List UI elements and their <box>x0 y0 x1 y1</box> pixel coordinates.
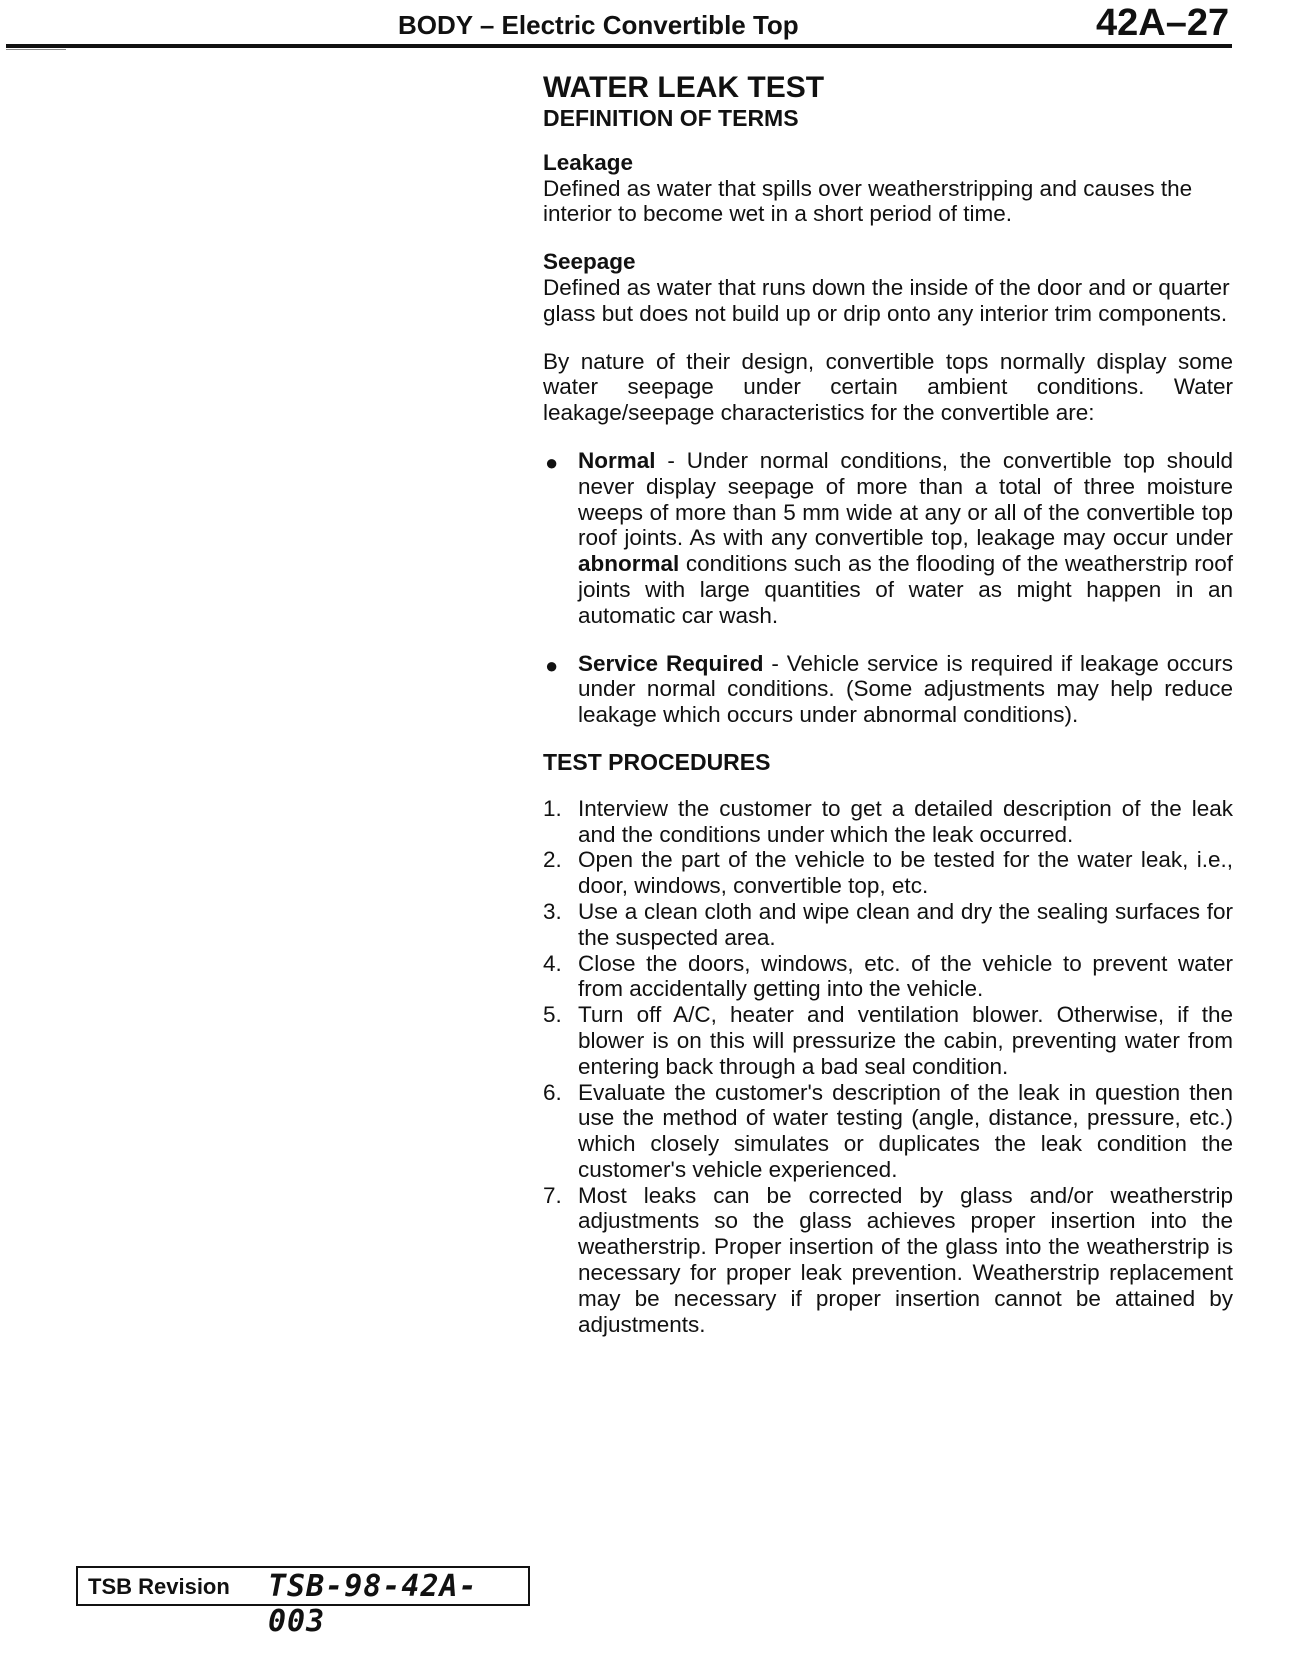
term-name: Seepage <box>543 249 636 275</box>
step-number: 2. <box>543 847 562 873</box>
section-title: WATER LEAK TEST <box>543 71 825 104</box>
procedure-step <box>543 1183 1233 1338</box>
procedure-step <box>543 899 1233 951</box>
tsb-number: TSB-98-42A-003 <box>268 1569 478 1639</box>
step-number: 1. <box>543 795 562 821</box>
list-item-service-required <box>543 651 1233 728</box>
step-text: Turn off A/C, heater and ventilation blower. Otherwise, if the blower is on this will pressurize the cabin, preventing water from entering back through a bad seal condition. <box>578 1002 1233 1079</box>
term-definition: Defined as water that spills over weatherstripping and causes the interior to become wet in a short period of time. <box>543 175 1193 227</box>
procedures-heading: TEST PROCEDURES <box>543 748 771 775</box>
page-number: 42A–27 <box>1096 2 1230 44</box>
procedure-step <box>543 847 1233 899</box>
bullet-text-end: conditions such as the flooding of the weatherstrip roof joints with large quantities of water as might happen in an automatic car wash. <box>578 551 1233 628</box>
term-definition: Defined as water that runs down the inside of the door and or quarter glass but does not build up or drip onto any interior trim components. <box>543 274 1230 326</box>
main-content <box>543 72 1233 1337</box>
step-text: Open the part of the vehicle to be tested for the water leak, i.e., door, windows, convertible top, etc. <box>578 847 1233 899</box>
tsb-label: TSB Revision <box>88 1574 230 1599</box>
procedure-step <box>543 1002 1233 1079</box>
header-rule-thin <box>6 49 66 50</box>
step-text: Interview the customer to get a detailed description of the leak and the conditions under which the leak occurred. <box>578 795 1233 847</box>
list-item-normal <box>543 448 1233 629</box>
characteristics-list <box>543 448 1233 728</box>
intro-paragraph: By nature of their design, convertible tops normally display some water seepage under certain ambient conditions. Water leakage/seepage characteristics for the convertible are: <box>543 348 1233 426</box>
term-seepage <box>543 249 1233 326</box>
bullet-icon: ● <box>545 652 559 678</box>
step-text: Use a clean cloth and wipe clean and dry the sealing surfaces for the suspected area. <box>578 898 1233 950</box>
step-number: 7. <box>543 1182 562 1208</box>
bullet-heading: Normal <box>578 447 656 473</box>
step-text: Close the doors, windows, etc. of the vehicle to prevent water from accidentally getting into the vehicle. <box>578 950 1233 1002</box>
step-text: Most leaks can be corrected by glass and/or weatherstrip adjustments so the glass achieves proper insertion into the weatherstrip. Proper insertion of the glass into the weatherstrip is necessary for proper leak prevention. Weatherstrip replacement may be necessary if proper insertion cannot be attained by adjustments. <box>578 1182 1233 1337</box>
bullet-text: - Vehicle service is required if leakage occurs under normal conditions. (Some adjustments may help reduce leakage which occurs under abnormal conditions). <box>578 650 1233 728</box>
bullet-heading: Service Required <box>578 650 764 676</box>
bullet-icon: ● <box>545 449 559 475</box>
definitions-heading: DEFINITION OF TERMS <box>543 105 799 131</box>
step-number: 4. <box>543 950 562 976</box>
bullet-emphasis: abnormal <box>578 551 680 577</box>
step-number: 5. <box>543 1002 562 1028</box>
procedure-step <box>543 1080 1233 1183</box>
term-leakage <box>543 150 1233 227</box>
term-name: Leakage <box>543 149 634 175</box>
header-rule <box>6 44 1232 48</box>
procedure-steps <box>543 796 1233 1338</box>
procedure-step <box>543 951 1233 1003</box>
step-number: 3. <box>543 898 562 924</box>
step-text: Evaluate the customer's description of the leak in question then use the method of water testing (angle, distance, pressure, etc.) which closely simulates or duplicates the leak condition the customer's vehicle experienced. <box>578 1079 1233 1182</box>
step-number: 6. <box>543 1079 562 1105</box>
procedure-step <box>543 796 1233 848</box>
header-title: BODY – Electric Convertible Top <box>398 10 799 40</box>
tsb-revision-box <box>76 1566 530 1639</box>
bullet-text: - Under normal conditions, the convertible top should never display seepage of more than a total of three moisture weeps of more than 5 mm wide at any or all of the convertible top roof joints. As with any convertible top, leakage may occur under <box>578 447 1233 551</box>
